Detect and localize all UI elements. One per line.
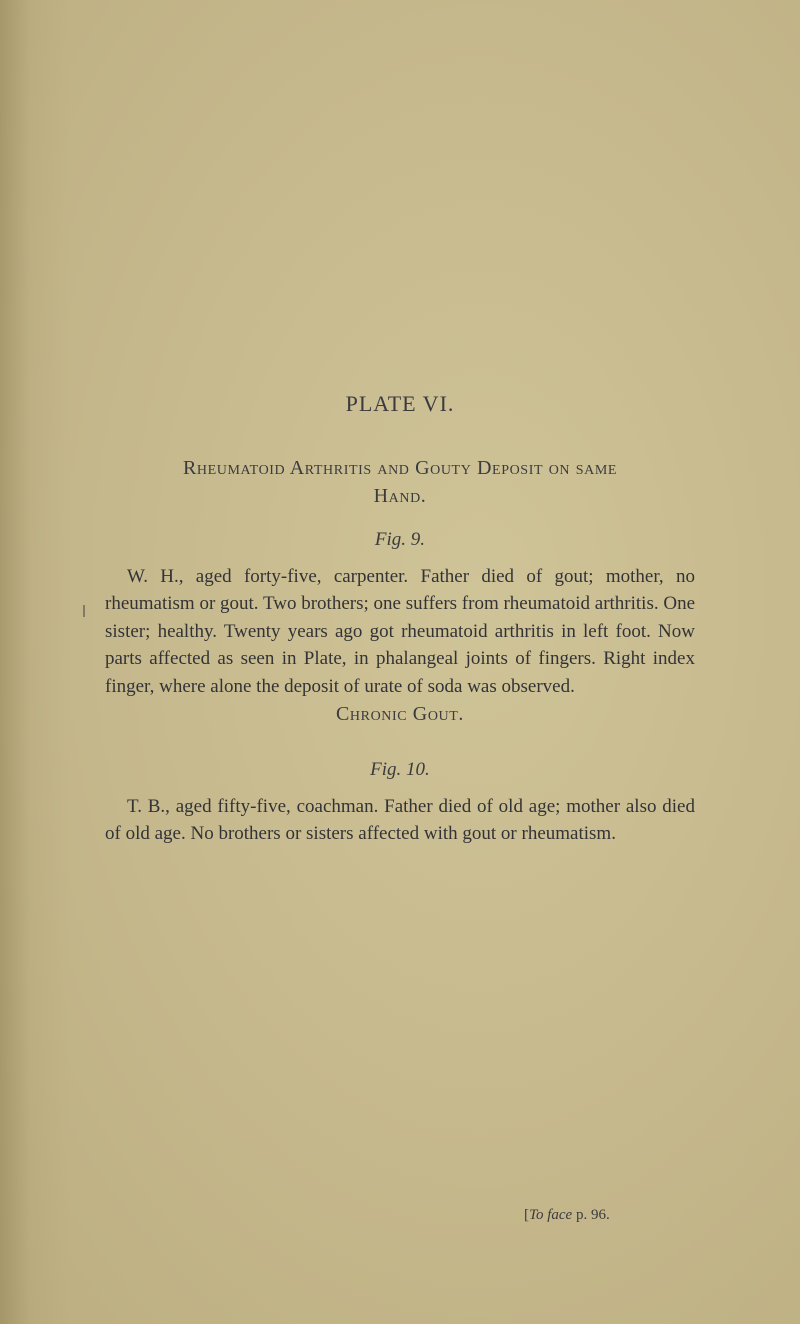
section-heading-chronic-gout: Chronic Gout.	[335, 703, 465, 725]
case-description-fig-9: W. H., aged forty-five, carpenter. Father died of gout; mother, no rheumatism or gout. Two brothers; one suffers from rheumatoid arthritis. One sister; healthy. Twenty years ago got rheumatoid arthritis in left foot. Now parts affected as seen in Plate, in phalangeal joints of fingers. Right index finger, where alone the deposit of urate of soda was observed.	[105, 566, 696, 697]
heading-line-1: Rheumatoid Arthritis and Gouty Deposit on same	[182, 457, 618, 479]
margin-mark	[83, 605, 85, 617]
facing-page-reference	[524, 1207, 610, 1224]
plate-title: PLATE VI.	[345, 391, 455, 416]
bracket: [	[524, 1207, 529, 1223]
figure-label-9: Fig. 9.	[374, 529, 426, 550]
section-heading-rheumatoid-arthritis	[0, 454, 800, 510]
heading-line-2: Hand.	[373, 485, 427, 507]
to-face-label: To face	[529, 1207, 573, 1223]
case-description-fig-10: T. B., aged fifty-five, coachman. Father died of old age; mother also died of old age. No brothers or sisters affected with gout or rheumatism.	[105, 796, 695, 845]
page-reference: p. 96.	[575, 1207, 610, 1223]
figure-label-10: Fig. 10.	[370, 759, 430, 780]
